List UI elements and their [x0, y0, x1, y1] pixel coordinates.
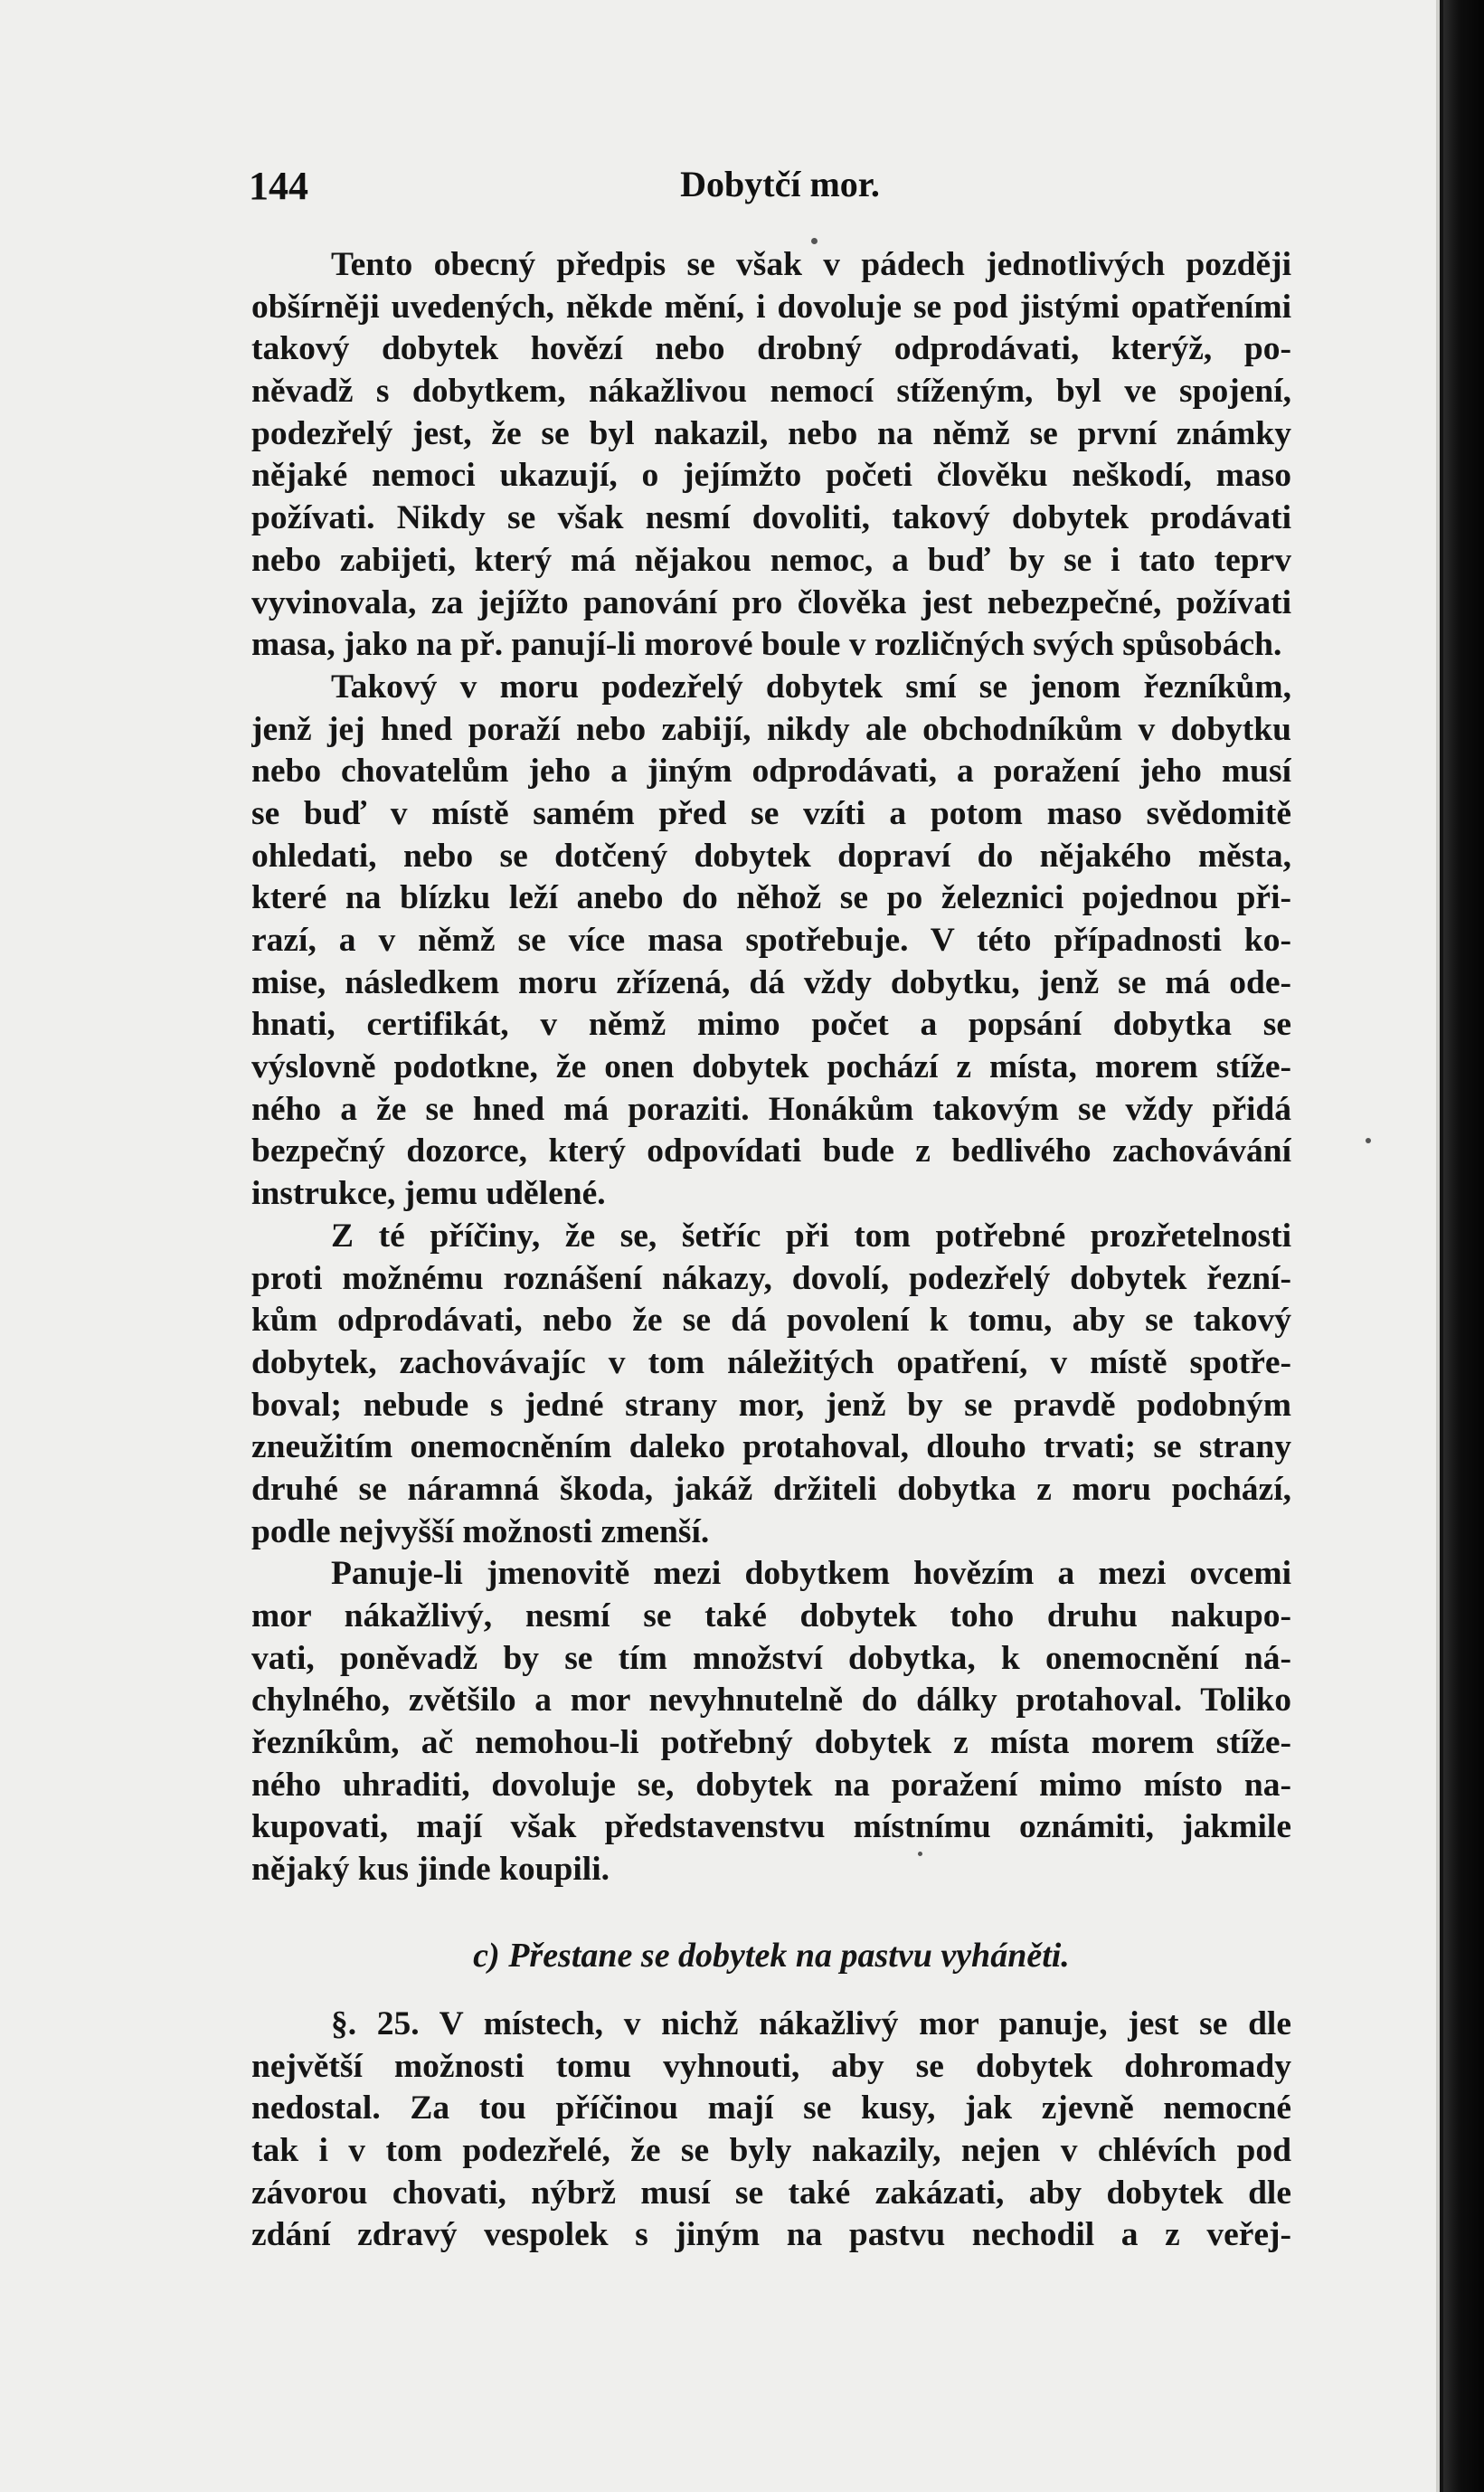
text-line: kupovati, mají však představenstvu místnímu oznámiti, jakmile: [251, 1808, 1291, 1846]
text-line: Panuje-li jmenovitě mezi dobytkem hovězím a mezi ovcemi: [331, 1555, 1291, 1593]
text-line: závorou chovati, nýbrž musí se také zakázati, aby dobytek dle: [251, 2174, 1291, 2212]
section-heading: c) Přestane se dobytek na pastvu vyháněti.: [473, 1936, 1070, 1975]
text-line: vyvinovala, za jejížto panování pro člověka jest nebezpečné, požívati: [251, 583, 1291, 621]
text-line: podle nejvyšší možnosti zmenší.: [251, 1512, 710, 1550]
text-line: řezníkům, ač nemohou-li potřebný dobytek z místa morem stíže-: [251, 1724, 1291, 1762]
text-line: mise, následkem moru zřízená, dá vždy dobytku, jenž se má ode-: [251, 963, 1291, 1001]
text-line: ného uhraditi, dovoluje se, dobytek na poražení mimo místo na-: [251, 1766, 1291, 1804]
text-line: výslovně podotkne, že onen dobytek pochází z místa, morem stíže-: [251, 1048, 1291, 1086]
text-line: zneužitím onemocněním daleko protahoval, dlouho trvati; se strany: [251, 1428, 1291, 1466]
text-line: mor nákažlivý, nesmí se také dobytek toho druhu nakupo-: [251, 1597, 1291, 1634]
text-line: §. 25. V místech, v nichž nákažlivý mor panuje, jest se dle: [331, 2004, 1291, 2042]
text-line: tak i v tom podezřelé, že se byly nakazily, nejen v chlévích pod: [251, 2131, 1291, 2169]
text-line: nějaké nemoci ukazují, o jejímžto početi člověku neškodí, maso: [251, 457, 1291, 495]
text-line: něvadž s dobytkem, nákažlivou nemocí stíženým, byl ve spojení,: [251, 373, 1291, 411]
text-line: instrukce, jemu udělené.: [251, 1175, 606, 1213]
text-line: proti možnému roznášení nákazy, dovolí, podezřelý dobytek řezní-: [251, 1259, 1291, 1297]
running-title: Dobytčí mor.: [680, 164, 880, 204]
text-line: razí, a v němž se více masa spotřebuje. V této případnosti ko-: [251, 922, 1291, 959]
text-line: druhé se náramná škoda, jakáž držiteli dobytka z moru pochází,: [251, 1470, 1291, 1508]
section-paragraph: [251, 2004, 1291, 2257]
text-line: nebo chovatelům jeho a jiným odprodávati, a poražení jeho musí: [251, 753, 1291, 791]
text-line: Tento obecný předpis se však v pádech jednotlivých později: [331, 246, 1291, 283]
text-line: chylného, zvětšilo a mor nevyhnutelně do dálky protahoval. Toliko: [251, 1682, 1291, 1720]
text-line: masa, jako na př. panují-li morové boule v rozličných svých spůsobách.: [251, 626, 1282, 664]
text-line: boval; nebude s jedné strany mor, jenž by se pravdě podobným: [251, 1386, 1291, 1424]
text-line: nedostal. Za tou příčinou mají se kusy, jak zjevně nemocné: [251, 2089, 1291, 2127]
print-speck: [811, 238, 818, 244]
text-line: Takový v moru podezřelý dobytek smí se jenom řezníkům,: [331, 668, 1291, 706]
page-number: 144: [249, 164, 308, 208]
text-line: se buď v místě samém před se vzíti a potom maso svědomitě: [251, 794, 1291, 832]
text-line: podezřelý jest, že se byl nakazil, nebo na němž se první známky: [251, 414, 1291, 452]
text-line: takový dobytek hovězí nebo drobný odprodávati, kterýž, po-: [251, 330, 1291, 368]
text-line: hnati, certifikát, v němž mimo počet a popsání dobytka se: [251, 1006, 1291, 1044]
text-line: vati, poněvadž by se tím množství dobytka, k onemocnění ná-: [251, 1639, 1291, 1677]
page-header: [249, 163, 1311, 226]
text-line: zdání zdravý vespolek s jiným na pastvu nechodil a z veřej-: [251, 2216, 1291, 2254]
text-line: které na blízku leží anebo do něhož se po železnici pojednou při-: [251, 879, 1291, 917]
main-paragraphs: [251, 244, 1291, 1891]
text-line: obšírněji uvedených, někde mění, i dovoluje se pod jistými opatřeními: [251, 288, 1291, 326]
print-speck: [918, 1852, 922, 1856]
text-line: jenž jej hned poraží nebo zabijí, nikdy ale obchodníkům v dobytku: [251, 710, 1291, 748]
text-line: bezpečný dozorce, který odpovídati bude z bedlivého zachovávání: [251, 1132, 1291, 1170]
text-line: největší možnosti tomu vyhnouti, aby se dobytek dohromady: [251, 2047, 1291, 2085]
text-line: ného a že se hned má poraziti. Honákům takovým se vždy přidá: [251, 1090, 1291, 1128]
body-text: [251, 244, 1291, 2257]
text-line: dobytek, zachovávajíc v tom náležitých opatření, v místě spotře-: [251, 1343, 1291, 1381]
scan-edge: [1443, 0, 1484, 2492]
text-line: nějaký kus jinde koupili.: [251, 1851, 610, 1889]
text-line: nebo zabijeti, který má nějakou nemoc, a buď by se i tato teprv: [251, 541, 1291, 579]
text-line: požívati. Nikdy se však nesmí dovoliti, takový dobytek prodávati: [251, 499, 1291, 537]
text-line: Z té příčiny, že se, šetříc při tom potřebné prozřetelnosti: [331, 1217, 1291, 1255]
text-line: kům odprodávati, nebo že se dá povolení k tomu, aby se takový: [251, 1302, 1291, 1340]
text-line: ohledati, nebo se dotčený dobytek dopraví do nějakého města,: [251, 837, 1291, 875]
print-speck: [1366, 1138, 1371, 1143]
